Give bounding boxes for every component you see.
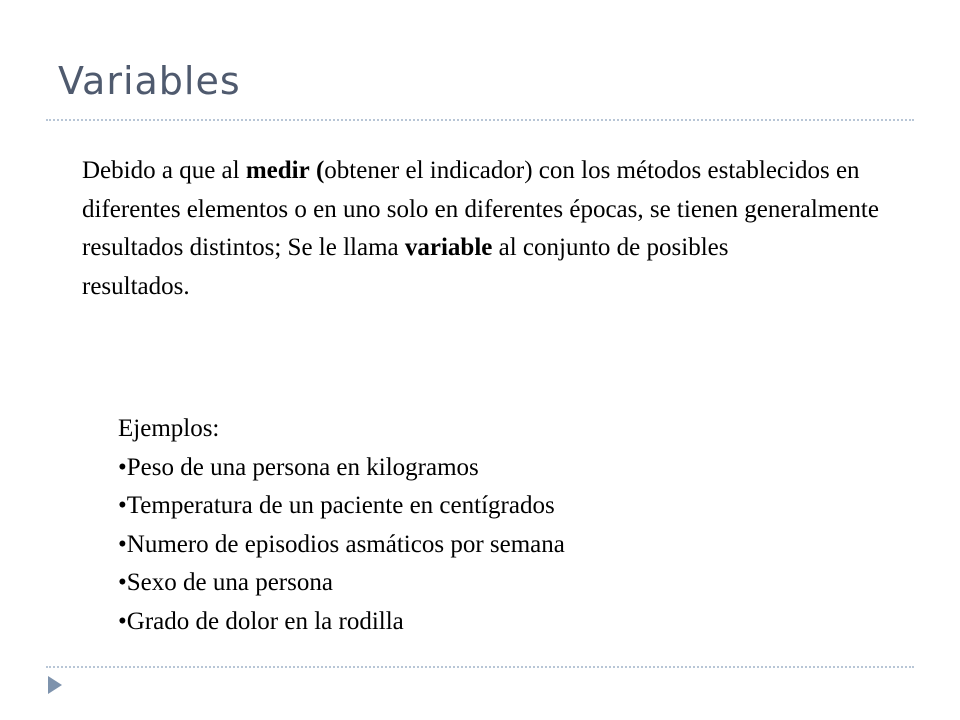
- intro-paragraph: [82, 152, 882, 306]
- example-item: • Temperatura de un paciente en centígrados: [118, 487, 838, 526]
- title-divider: [46, 119, 914, 121]
- intro-ending: resultados.: [82, 272, 190, 300]
- example-item: • Numero de episodios asmáticos por semana: [118, 526, 838, 565]
- examples-heading: Ejemplos:: [118, 415, 220, 442]
- example-item: • Sexo de una persona: [118, 564, 838, 603]
- triangle-right-icon: [46, 675, 64, 695]
- intro-text-4: al conjunto de posibles: [492, 234, 729, 261]
- bold-paren: (: [315, 157, 325, 184]
- intro-text-1: Debido a que al: [82, 157, 246, 184]
- term-medir: medir: [245, 157, 310, 184]
- slide-title: Variables: [58, 59, 241, 103]
- example-item: • Grado de dolor en la rodilla: [118, 603, 838, 642]
- footer-divider: [46, 666, 914, 668]
- examples-list: [118, 449, 838, 642]
- examples-block: [118, 410, 838, 641]
- intro-text-3: obtener el indicador) con los métodos establecidos en diferentes elementos o en uno solo en diferentes épocas, se tienen generalmente resultados distintos; Se le llama: [82, 157, 879, 261]
- example-item: • Peso de una persona en kilogramos: [118, 449, 838, 488]
- intro-sentence: [82, 152, 882, 268]
- term-variable: variable: [404, 234, 493, 261]
